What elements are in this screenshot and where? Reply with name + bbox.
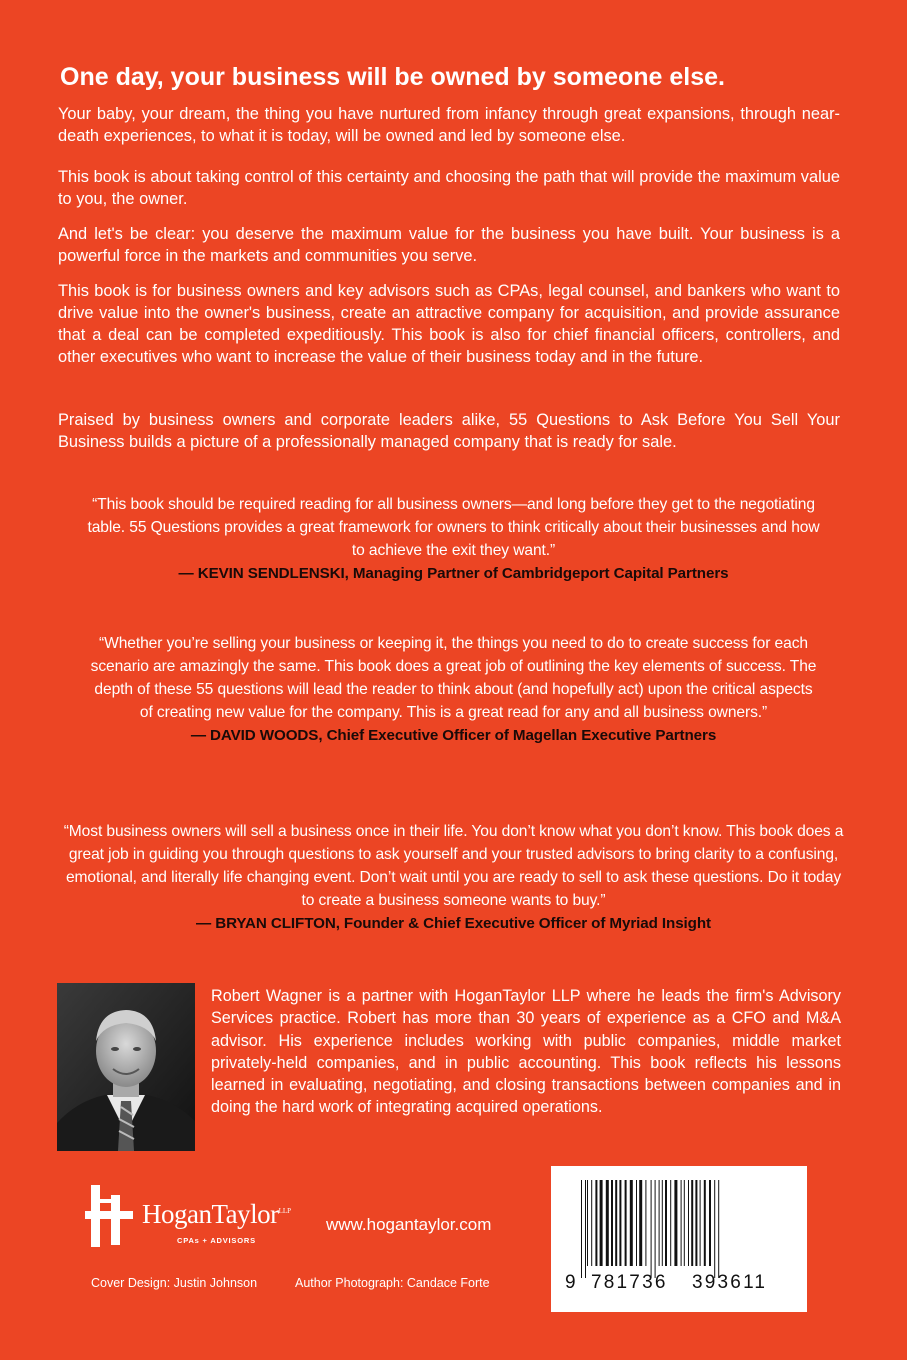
barcode-bar: [709, 1180, 711, 1266]
testimonial-attribution: — DAVID WOODS, Chief Executive Officer of Magellan Executive Partners: [190, 727, 717, 744]
barcode-bar: [718, 1180, 719, 1278]
barcode-left-group: 781736: [591, 1272, 668, 1293]
barcode-bar: [674, 1180, 677, 1266]
barcode-bar: [704, 1180, 706, 1266]
barcode-bar: [670, 1180, 671, 1266]
barcode-bar: [595, 1180, 597, 1266]
barcode-bar: [587, 1180, 588, 1266]
testimonial-quote: “Most business owners will sell a business once in their life. You don’t know what you don’t know. This book does a great job in guiding you through questions to ask yourself and your trusted advisors to bring clarity to a confusing, emotional, and literally life changing event. Don’t wait until you are ready to sell to ask these questions. Do it today to create a business someone wants to buy.”: [63, 823, 844, 909]
author-portrait-icon: [57, 983, 195, 1151]
barcode-lead-digit: 9: [565, 1272, 578, 1293]
intro-paragraph-1: Your baby, your dream, the thing you have nurtured from infancy through great expansions, through near-death experiences, to what it is today, will be owned and led by someone else.: [58, 105, 840, 145]
intro-paragraph-3: And let's be clear: you deserve the maximum value for the business you have built. Your business is a powerful force in the markets and communities you serve.: [58, 225, 840, 265]
author-photo: [57, 983, 195, 1151]
testimonial-3: [60, 820, 847, 935]
barcode-bar: [639, 1180, 642, 1266]
barcode-bar: [591, 1180, 592, 1266]
barcode-bar: [688, 1180, 689, 1266]
barcode-bar: [611, 1180, 613, 1266]
cover-design-credit: Cover Design: Justin Johnson: [91, 1276, 258, 1290]
barcode-bar: [581, 1180, 582, 1278]
testimonial-quote: “Whether you’re selling your business or keeping it, the things you need to do to create success for each scenario are amazingly the same. This book does a great job of outlining the key elements of success. The depth of these 55 questions will lead the reader to think about (and hopefully act) upon the critical aspects of creating new value for the company. This is a great read for any and all business owners.”: [90, 635, 817, 721]
barcode-bar: [684, 1180, 685, 1266]
barcode-bar: [585, 1180, 586, 1278]
barcode-bar: [600, 1180, 603, 1266]
barcode-bar: [625, 1180, 627, 1266]
barcode-bar: [662, 1180, 663, 1266]
barcode-bar: [659, 1180, 660, 1266]
logo-tagline: CPAs + ADVISORS: [177, 1236, 256, 1245]
headline: One day, your business will be owned by someone else.: [60, 63, 726, 91]
barcode-bar: [681, 1180, 682, 1266]
barcode-bars-icon: [551, 1166, 807, 1312]
testimonial-attribution: — KEVIN SENDLENSKI, Managing Partner of Cambridgeport Capital Partners: [178, 565, 729, 582]
barcode-bar: [645, 1180, 646, 1266]
barcode-bar: [651, 1180, 652, 1278]
intro-paragraph-2: This book is about taking control of this certainty and choosing the path that will provide the maximum value to you, the owner.: [58, 168, 840, 208]
barcode-bar: [714, 1180, 715, 1278]
hogantaylor-h-icon: [85, 1185, 137, 1247]
barcode-bar: [665, 1180, 667, 1266]
testimonial-2: [88, 632, 819, 747]
intro-paragraph-5: Praised by business owners and corporate leaders alike, 55 Questions to Ask Before You Sell Your Business builds a picture of a professionally managed company that is ready for sale.: [58, 411, 840, 451]
logo-wordmark: HoganTaylor$^{LLP}$: [142, 1199, 292, 1229]
website-link[interactable]: www.hogantaylor.com: [326, 1215, 492, 1234]
barcode-bar: [700, 1180, 701, 1266]
barcode-bar: [655, 1180, 656, 1278]
barcode-bar: [606, 1180, 609, 1266]
barcode-bar: [691, 1180, 693, 1266]
testimonial-attribution: — BRYAN CLIFTON, Founder & Chief Executive Officer of Myriad Insight: [196, 915, 711, 932]
testimonial-quote: “This book should be required reading for all business owners—and long before they get to the negotiating table. 55 Questions provides a great framework for owners to think critically about their businesses and how to achieve the exit they want.”: [87, 496, 820, 559]
intro-paragraph-4: This book is for business owners and key advisors such as CPAs, legal counsel, and bankers who want to drive value into the owner's business, create an attractive company for acquisition, and provide assurance that a deal can be completed expeditiously. This book is also for chief financial officers, controllers, and other executives who want to increase the value of their business today and in the future.: [58, 282, 840, 366]
testimonial-1: [82, 493, 825, 585]
author-bio: Robert Wagner is a partner with HoganTaylor LLP where he leads the firm's Advisory Services practice. Robert has more than 30 years of experience as a CFO and M&A advisor. His experience includes working with public companies, middle market privately-held companies, and in public accounting. This book reflects his lessons learned in evaluating, negotiating, and closing transactions between companies and in doing the hard work of integrating acquired operations.: [211, 987, 841, 1117]
barcode-right-group: 393611: [692, 1272, 768, 1293]
isbn-barcode: [551, 1166, 807, 1312]
barcode-bar: [615, 1180, 617, 1266]
barcode-bar: [636, 1180, 637, 1266]
author-photo-credit: Author Photograph: Candace Forte: [295, 1276, 490, 1290]
barcode-bar: [619, 1180, 621, 1266]
hogantaylor-logo: [85, 1185, 310, 1255]
barcode-bar: [695, 1180, 697, 1266]
barcode-bar: [630, 1180, 633, 1266]
